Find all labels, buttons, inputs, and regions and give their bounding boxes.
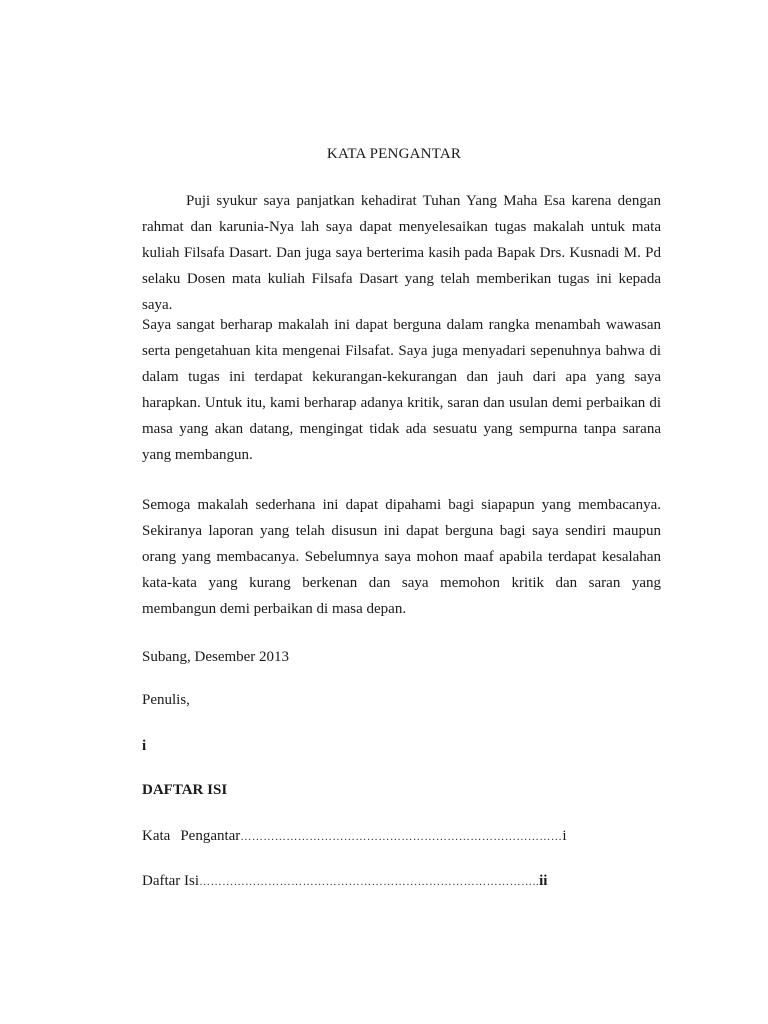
place-date: Subang, Desember 2013 (142, 649, 290, 665)
toc-entry-page: ii (539, 873, 548, 889)
page-title: KATA PENGANTAR (326, 146, 462, 162)
toc-entry-label: Daftar Isi (142, 873, 200, 889)
toc-heading: DAFTAR ISI (142, 782, 228, 798)
toc-leader-dots: ………………………………………………………………………… (240, 831, 563, 843)
paragraph-closing: Semoga makalah sederhana ini dapat dipahami bagi siapapun yang membacanya. Sekiranya laporan yang telah disusun ini dapat berguna bagi saya sendiri maupun orang yang membacanya. Sebelumnya saya mohon maaf apabila terdapat kesalahan kata-kata yang kurang berkenan dan saya memohon kritik dan saran yang membangun demi perbaikan di masa depan. (142, 497, 661, 617)
toc-entry-kata-pengantar[interactable] (142, 826, 642, 847)
toc-entry-daftar-isi[interactable] (142, 871, 657, 892)
toc-leader-dots: …………………………………………………………………………….. (199, 876, 540, 888)
paragraph-gratitude: Puji syukur saya panjatkan kehadirat Tuhan Yang Maha Esa karena dengan rahmat dan karunia-Nya lah saya dapat menyelesaikan tugas makalah untuk mata kuliah Filsafa Dasart. Dan juga saya berterima kasih pada Bapak Drs. Kusnadi M. Pd selaku Dosen mata kuliah Filsafa Dasart yang telah memberikan tugas ini kepada saya. (142, 193, 661, 313)
author-signature: Penulis, (142, 692, 190, 708)
toc-entry-page: i (562, 828, 567, 844)
page-number: i (142, 738, 147, 754)
toc-entry-label: Kata Pengantar (142, 828, 241, 844)
paragraph-hope: Saya sangat berharap makalah ini dapat berguna dalam rangka menambah wawasan serta pengetahuan kita mengenai Filsafat. Saya juga menyadari sepenuhnya bahwa di dalam tugas ini terdapat kekurangan-kekurangan dan jauh dari apa yang saya harapkan. Untuk itu, kami berharap adanya kritik, saran dan usulan demi perbaikan di masa yang akan datang, mengingat tidak ada sesuatu yang sempurna tanpa sarana yang membangun. (142, 317, 661, 463)
